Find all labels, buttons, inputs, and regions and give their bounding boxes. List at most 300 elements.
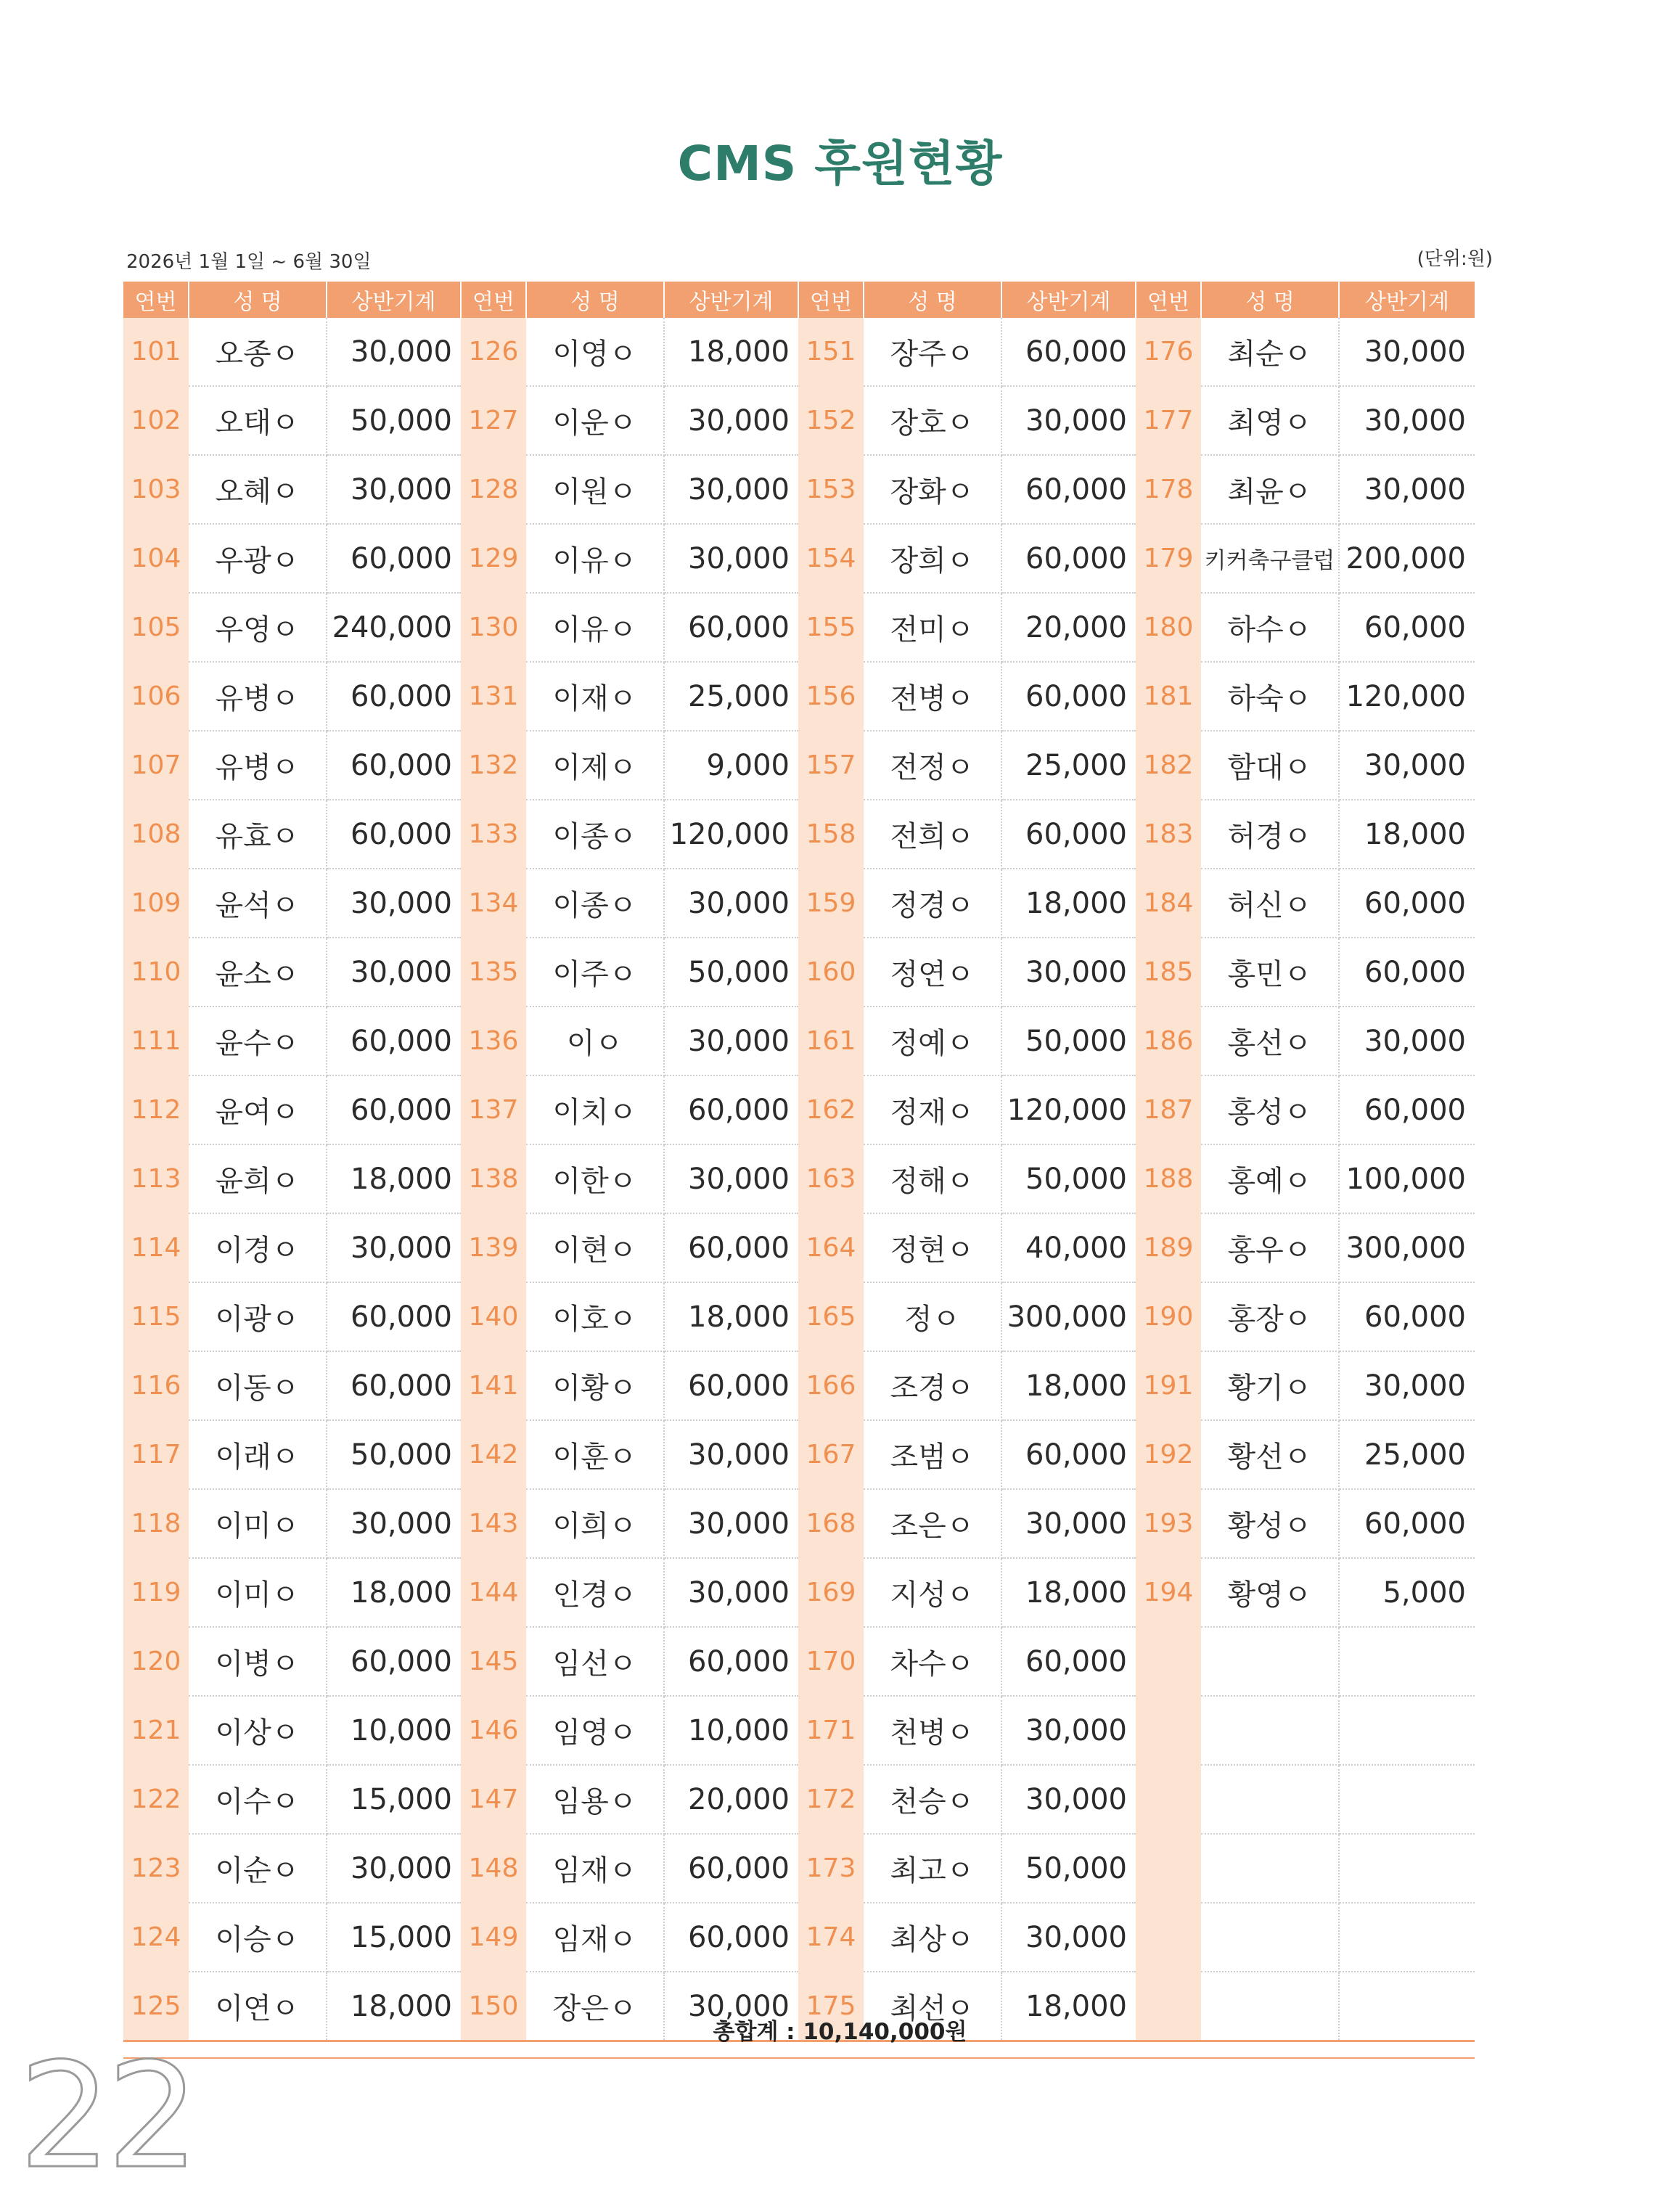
- donation-amount: 60,000: [1339, 593, 1475, 662]
- donation-amount: 18,000: [327, 1558, 461, 1627]
- donor-name: 홍선ㅇ: [1201, 1007, 1339, 1075]
- donor-name: 이미ㅇ: [189, 1489, 327, 1558]
- donor-name: 이병ㅇ: [189, 1627, 327, 1696]
- donation-amount: 30,000: [664, 1489, 798, 1558]
- donation-amount: 60,000: [327, 731, 461, 800]
- donation-amount: 60,000: [327, 800, 461, 869]
- donation-amount: 30,000: [664, 869, 798, 938]
- donation-amount: 60,000: [664, 1351, 798, 1420]
- donor-name: 이영ㅇ: [526, 318, 664, 386]
- donor-name: 최상ㅇ: [864, 1903, 1001, 1972]
- donation-amount: 60,000: [664, 1903, 798, 1972]
- row-number: 186: [1136, 1007, 1201, 1075]
- donor-name: 홍성ㅇ: [1201, 1075, 1339, 1144]
- donation-amount: 200,000: [1339, 524, 1475, 593]
- donation-amount: 18,000: [1339, 800, 1475, 869]
- row-number: 129: [461, 524, 526, 593]
- donor-name: 조경ㅇ: [864, 1351, 1001, 1420]
- donor-name: 윤여ㅇ: [189, 1075, 327, 1144]
- row-number: 164: [798, 1213, 864, 1282]
- donation-amount: 30,000: [664, 1420, 798, 1489]
- table-row: [123, 869, 1475, 938]
- header-no: 연번: [123, 282, 189, 318]
- donor-name: 임재ㅇ: [526, 1834, 664, 1903]
- donation-amount: 10,000: [664, 1696, 798, 1765]
- row-number: 120: [123, 1627, 189, 1696]
- table-row: [123, 593, 1475, 662]
- row-number: 148: [461, 1834, 526, 1903]
- donor-name: 정재ㅇ: [864, 1075, 1001, 1144]
- row-number: 178: [1136, 455, 1201, 524]
- row-number: 101: [123, 318, 189, 386]
- row-number: 107: [123, 731, 189, 800]
- row-number: 188: [1136, 1144, 1201, 1213]
- donation-amount: 240,000: [327, 593, 461, 662]
- row-number: [1136, 1903, 1201, 1972]
- donor-name: 이훈ㅇ: [526, 1420, 664, 1489]
- donation-amount: 30,000: [1339, 386, 1475, 455]
- header-name: 성 명: [1201, 282, 1339, 318]
- donation-amount: 30,000: [1001, 938, 1136, 1007]
- row-number: 121: [123, 1696, 189, 1765]
- donation-amount: 60,000: [1001, 524, 1136, 593]
- donor-name: 오태ㅇ: [189, 386, 327, 455]
- row-number: 190: [1136, 1282, 1201, 1351]
- row-number: 182: [1136, 731, 1201, 800]
- table-row: [123, 800, 1475, 869]
- donor-name: 정해ㅇ: [864, 1144, 1001, 1213]
- row-number: 132: [461, 731, 526, 800]
- row-number: 161: [798, 1007, 864, 1075]
- donor-name: 허신ㅇ: [1201, 869, 1339, 938]
- donation-amount: 120,000: [1001, 1075, 1136, 1144]
- donation-amount: 30,000: [664, 1558, 798, 1627]
- donor-name: 정연ㅇ: [864, 938, 1001, 1007]
- row-number: 133: [461, 800, 526, 869]
- table-header-row: [123, 282, 1475, 318]
- row-number: 114: [123, 1213, 189, 1282]
- row-number: 155: [798, 593, 864, 662]
- row-number: 181: [1136, 662, 1201, 731]
- table-row: [123, 1351, 1475, 1420]
- row-number: 110: [123, 938, 189, 1007]
- table-row: [123, 1627, 1475, 1696]
- donor-name: 우광ㅇ: [189, 524, 327, 593]
- row-number: 128: [461, 455, 526, 524]
- row-number: 169: [798, 1558, 864, 1627]
- donation-amount: 30,000: [1001, 1489, 1136, 1558]
- donor-name: 임용ㅇ: [526, 1765, 664, 1834]
- row-number: 162: [798, 1075, 864, 1144]
- row-number: 111: [123, 1007, 189, 1075]
- donation-amount: 30,000: [327, 1834, 461, 1903]
- donor-name: 임선ㅇ: [526, 1627, 664, 1696]
- donation-amount: 18,000: [664, 318, 798, 386]
- row-number: 109: [123, 869, 189, 938]
- row-number: 124: [123, 1903, 189, 1972]
- donation-amount: 30,000: [664, 1972, 798, 2041]
- donor-name: 윤소ㅇ: [189, 938, 327, 1007]
- donor-name: 장은ㅇ: [526, 1972, 664, 2041]
- row-number: 141: [461, 1351, 526, 1420]
- donor-name: 장화ㅇ: [864, 455, 1001, 524]
- donation-amount: 50,000: [1001, 1144, 1136, 1213]
- donor-name: 이승ㅇ: [189, 1903, 327, 1972]
- donation-amount: [1339, 1903, 1475, 1972]
- row-number: [1136, 1696, 1201, 1765]
- row-number: 118: [123, 1489, 189, 1558]
- header-amount: 상반기계: [1339, 282, 1475, 318]
- row-number: 112: [123, 1075, 189, 1144]
- donation-amount: 50,000: [664, 938, 798, 1007]
- row-number: 170: [798, 1627, 864, 1696]
- donor-name: 유효ㅇ: [189, 800, 327, 869]
- donor-name: 허경ㅇ: [1201, 800, 1339, 869]
- row-number: [1136, 1834, 1201, 1903]
- row-number: 136: [461, 1007, 526, 1075]
- donor-name: 홍예ㅇ: [1201, 1144, 1339, 1213]
- donor-name: 최순ㅇ: [1201, 318, 1339, 386]
- row-number: 106: [123, 662, 189, 731]
- donor-name: 이종ㅇ: [526, 800, 664, 869]
- donor-name: 최선ㅇ: [864, 1972, 1001, 2041]
- donation-amount: 60,000: [664, 593, 798, 662]
- donation-amount: 50,000: [1001, 1834, 1136, 1903]
- row-number: 185: [1136, 938, 1201, 1007]
- row-number: 147: [461, 1765, 526, 1834]
- row-number: 139: [461, 1213, 526, 1282]
- row-number: 163: [798, 1144, 864, 1213]
- donor-name: 키커축구클럽: [1201, 524, 1339, 593]
- donor-name: 홍우ㅇ: [1201, 1213, 1339, 1282]
- donation-amount: 60,000: [1001, 1627, 1136, 1696]
- table-row: [123, 662, 1475, 731]
- donation-amount: 30,000: [327, 1213, 461, 1282]
- row-number: 123: [123, 1834, 189, 1903]
- donation-amount: 50,000: [327, 1420, 461, 1489]
- donation-amount: 60,000: [327, 1075, 461, 1144]
- donor-name: 이치ㅇ: [526, 1075, 664, 1144]
- row-number: 157: [798, 731, 864, 800]
- row-number: 105: [123, 593, 189, 662]
- donation-amount: 5,000: [1339, 1558, 1475, 1627]
- donor-name: 이유ㅇ: [526, 524, 664, 593]
- donor-name: 홍장ㅇ: [1201, 1282, 1339, 1351]
- row-number: 143: [461, 1489, 526, 1558]
- donor-name: 이원ㅇ: [526, 455, 664, 524]
- donation-amount: 100,000: [1339, 1144, 1475, 1213]
- donation-amount: [1339, 1834, 1475, 1903]
- donor-name: 임재ㅇ: [526, 1903, 664, 1972]
- row-number: 159: [798, 869, 864, 938]
- donation-amount: [1339, 1765, 1475, 1834]
- donation-amount: 30,000: [1001, 1696, 1136, 1765]
- donor-name: 황성ㅇ: [1201, 1489, 1339, 1558]
- row-number: [1136, 1627, 1201, 1696]
- donor-name: 윤석ㅇ: [189, 869, 327, 938]
- row-number: 180: [1136, 593, 1201, 662]
- donor-name: 정예ㅇ: [864, 1007, 1001, 1075]
- donor-name: [1201, 1765, 1339, 1834]
- donation-amount: 30,000: [327, 938, 461, 1007]
- table-row: [123, 1144, 1475, 1213]
- page-number: 22: [19, 2032, 195, 2201]
- row-number: 171: [798, 1696, 864, 1765]
- table-row: [123, 731, 1475, 800]
- row-number: 134: [461, 869, 526, 938]
- table-row: [123, 455, 1475, 524]
- row-number: 152: [798, 386, 864, 455]
- divider: [123, 2057, 1475, 2059]
- donation-amount: 25,000: [1001, 731, 1136, 800]
- donation-amount: 18,000: [327, 1972, 461, 2041]
- table-row: [123, 1558, 1475, 1627]
- row-number: 167: [798, 1420, 864, 1489]
- donor-name: 함대ㅇ: [1201, 731, 1339, 800]
- donor-name: 천승ㅇ: [864, 1765, 1001, 1834]
- row-number: 175: [798, 1972, 864, 2041]
- row-number: 176: [1136, 318, 1201, 386]
- table-row: [123, 1489, 1475, 1558]
- row-number: 131: [461, 662, 526, 731]
- donor-name: 이한ㅇ: [526, 1144, 664, 1213]
- donation-amount: 60,000: [327, 1282, 461, 1351]
- donor-name: 오혜ㅇ: [189, 455, 327, 524]
- donation-amount: 30,000: [1001, 1903, 1136, 1972]
- row-number: 172: [798, 1765, 864, 1834]
- table-row: [123, 1903, 1475, 1972]
- donation-amount: 120,000: [664, 800, 798, 869]
- donor-name: 이현ㅇ: [526, 1213, 664, 1282]
- donation-amount: 18,000: [327, 1144, 461, 1213]
- header-name: 성 명: [189, 282, 327, 318]
- donation-amount: 30,000: [1339, 318, 1475, 386]
- donation-amount: 30,000: [1339, 455, 1475, 524]
- donation-amount: 30,000: [664, 524, 798, 593]
- row-number: [1136, 1765, 1201, 1834]
- donation-amount: 50,000: [1001, 1007, 1136, 1075]
- donor-name: 장호ㅇ: [864, 386, 1001, 455]
- donor-name: 전희ㅇ: [864, 800, 1001, 869]
- table-row: [123, 1834, 1475, 1903]
- row-number: 165: [798, 1282, 864, 1351]
- donation-amount: 60,000: [327, 662, 461, 731]
- header-amount: 상반기계: [1001, 282, 1136, 318]
- donor-name: 이주ㅇ: [526, 938, 664, 1007]
- donor-name: 이ㅇ: [526, 1007, 664, 1075]
- donation-amount: 30,000: [1339, 1007, 1475, 1075]
- donation-amount: 60,000: [1339, 1075, 1475, 1144]
- donor-name: 지성ㅇ: [864, 1558, 1001, 1627]
- donation-amount: [1339, 1627, 1475, 1696]
- donor-name: 이순ㅇ: [189, 1834, 327, 1903]
- row-number: 125: [123, 1972, 189, 2041]
- donation-amount: 18,000: [1001, 1558, 1136, 1627]
- donation-amount: 18,000: [1001, 869, 1136, 938]
- donation-amount: 300,000: [1001, 1282, 1136, 1351]
- row-number: 158: [798, 800, 864, 869]
- donation-amount: 30,000: [327, 1489, 461, 1558]
- donation-amount: 60,000: [1339, 1282, 1475, 1351]
- row-number: 108: [123, 800, 189, 869]
- table-body: [123, 318, 1475, 2041]
- donation-amount: 25,000: [664, 662, 798, 731]
- row-number: 150: [461, 1972, 526, 2041]
- row-number: 126: [461, 318, 526, 386]
- table-row: [123, 1007, 1475, 1075]
- donation-amount: 60,000: [1001, 318, 1136, 386]
- donor-name: 이호ㅇ: [526, 1282, 664, 1351]
- donor-name: 우영ㅇ: [189, 593, 327, 662]
- table-row: [123, 386, 1475, 455]
- donor-name: 홍민ㅇ: [1201, 938, 1339, 1007]
- donation-amount: 9,000: [664, 731, 798, 800]
- row-number: 119: [123, 1558, 189, 1627]
- donation-amount: 30,000: [1339, 731, 1475, 800]
- table-row: [123, 1696, 1475, 1765]
- donor-name: 이상ㅇ: [189, 1696, 327, 1765]
- donor-name: 하수ㅇ: [1201, 593, 1339, 662]
- donor-name: 임영ㅇ: [526, 1696, 664, 1765]
- donor-name: 이재ㅇ: [526, 662, 664, 731]
- row-number: 187: [1136, 1075, 1201, 1144]
- row-number: 166: [798, 1351, 864, 1420]
- donation-amount: 30,000: [664, 1144, 798, 1213]
- donor-name: 정ㅇ: [864, 1282, 1001, 1351]
- donation-amount: 10,000: [327, 1696, 461, 1765]
- unit-label: (단위:원): [1417, 248, 1493, 270]
- donor-name: 이운ㅇ: [526, 386, 664, 455]
- donation-amount: 30,000: [1001, 1765, 1136, 1834]
- donation-amount: 30,000: [664, 455, 798, 524]
- row-number: 102: [123, 386, 189, 455]
- page-title: CMS 후원현황: [677, 136, 1003, 192]
- donation-amount: 30,000: [664, 386, 798, 455]
- table-row: [123, 938, 1475, 1007]
- donation-amount: 60,000: [664, 1627, 798, 1696]
- donor-name: 이희ㅇ: [526, 1489, 664, 1558]
- header-name: 성 명: [864, 282, 1001, 318]
- donation-amount: 18,000: [664, 1282, 798, 1351]
- row-number: 156: [798, 662, 864, 731]
- donor-name: 최고ㅇ: [864, 1834, 1001, 1903]
- row-number: 103: [123, 455, 189, 524]
- donation-amount: 60,000: [664, 1075, 798, 1144]
- row-number: 115: [123, 1282, 189, 1351]
- donor-name: 황기ㅇ: [1201, 1351, 1339, 1420]
- row-number: 146: [461, 1696, 526, 1765]
- donor-name: 천병ㅇ: [864, 1696, 1001, 1765]
- donor-name: 윤희ㅇ: [189, 1144, 327, 1213]
- donation-amount: 60,000: [1339, 1489, 1475, 1558]
- row-number: 130: [461, 593, 526, 662]
- donor-name: 조은ㅇ: [864, 1489, 1001, 1558]
- row-number: 135: [461, 938, 526, 1007]
- row-number: 154: [798, 524, 864, 593]
- donor-name: 정현ㅇ: [864, 1213, 1001, 1282]
- table-row: [123, 318, 1475, 386]
- donor-name: 이수ㅇ: [189, 1765, 327, 1834]
- donor-name: 이동ㅇ: [189, 1351, 327, 1420]
- donation-table: [123, 282, 1475, 2042]
- row-number: 138: [461, 1144, 526, 1213]
- donor-name: 전병ㅇ: [864, 662, 1001, 731]
- donation-amount: 60,000: [664, 1834, 798, 1903]
- row-number: 191: [1136, 1351, 1201, 1420]
- row-number: 192: [1136, 1420, 1201, 1489]
- donor-name: 오종ㅇ: [189, 318, 327, 386]
- row-number: 184: [1136, 869, 1201, 938]
- donation-amount: 40,000: [1001, 1213, 1136, 1282]
- row-number: 174: [798, 1903, 864, 1972]
- donor-name: 장주ㅇ: [864, 318, 1001, 386]
- donor-name: [1201, 1696, 1339, 1765]
- row-number: 173: [798, 1834, 864, 1903]
- donation-amount: 30,000: [1339, 1351, 1475, 1420]
- row-number: 104: [123, 524, 189, 593]
- donor-name: [1201, 1834, 1339, 1903]
- donor-name: 이연ㅇ: [189, 1972, 327, 2041]
- row-number: 151: [798, 318, 864, 386]
- donor-name: 이광ㅇ: [189, 1282, 327, 1351]
- row-number: 194: [1136, 1558, 1201, 1627]
- donor-name: 이황ㅇ: [526, 1351, 664, 1420]
- row-number: 179: [1136, 524, 1201, 593]
- donor-name: 윤수ㅇ: [189, 1007, 327, 1075]
- donor-name: 이제ㅇ: [526, 731, 664, 800]
- donation-amount: 60,000: [1001, 800, 1136, 869]
- donation-amount: 18,000: [1001, 1351, 1136, 1420]
- row-number: 183: [1136, 800, 1201, 869]
- donation-amount: 60,000: [327, 1627, 461, 1696]
- donation-amount: 60,000: [327, 1351, 461, 1420]
- donor-name: [1201, 1627, 1339, 1696]
- donor-name: [1201, 1903, 1339, 1972]
- donation-amount: 60,000: [1339, 938, 1475, 1007]
- row-number: 168: [798, 1489, 864, 1558]
- donor-name: 정경ㅇ: [864, 869, 1001, 938]
- donation-amount: 60,000: [327, 524, 461, 593]
- row-number: 117: [123, 1420, 189, 1489]
- donor-name: 장희ㅇ: [864, 524, 1001, 593]
- table-row: [123, 524, 1475, 593]
- header-no: 연번: [1136, 282, 1201, 318]
- donor-name: 황영ㅇ: [1201, 1558, 1339, 1627]
- row-number: 116: [123, 1351, 189, 1420]
- donation-amount: 30,000: [664, 1007, 798, 1075]
- donor-name: 이경ㅇ: [189, 1213, 327, 1282]
- donation-amount: 30,000: [327, 318, 461, 386]
- donation-amount: 60,000: [1001, 455, 1136, 524]
- donor-name: 하숙ㅇ: [1201, 662, 1339, 731]
- donation-amount: 15,000: [327, 1903, 461, 1972]
- row-number: 189: [1136, 1213, 1201, 1282]
- donor-name: 전미ㅇ: [864, 593, 1001, 662]
- row-number: 140: [461, 1282, 526, 1351]
- donor-name: 유병ㅇ: [189, 662, 327, 731]
- donor-name: 인경ㅇ: [526, 1558, 664, 1627]
- donation-amount: [1339, 1696, 1475, 1765]
- row-number: 144: [461, 1558, 526, 1627]
- header-no: 연번: [798, 282, 864, 318]
- row-number: 113: [123, 1144, 189, 1213]
- row-number: 153: [798, 455, 864, 524]
- donation-amount: 25,000: [1339, 1420, 1475, 1489]
- table-row: [123, 1420, 1475, 1489]
- donor-name: 최영ㅇ: [1201, 386, 1339, 455]
- donation-amount: 60,000: [1339, 869, 1475, 938]
- donation-amount: 60,000: [1001, 662, 1136, 731]
